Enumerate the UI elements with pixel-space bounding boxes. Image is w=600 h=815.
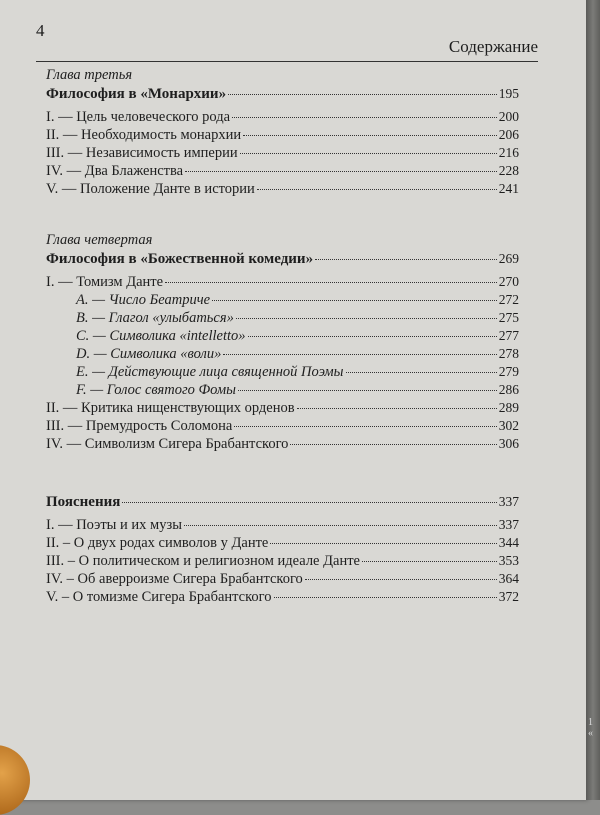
toc-entry bbox=[46, 399, 519, 417]
dot-leader bbox=[234, 425, 496, 427]
dot-leader bbox=[184, 524, 497, 526]
toc-title: III. — Премудрость Соломона bbox=[46, 418, 233, 434]
toc-page: 344 bbox=[498, 535, 519, 550]
toc-title: I. — Томизм Данте bbox=[46, 274, 164, 290]
toc-page: 206 bbox=[498, 127, 519, 142]
dot-leader bbox=[315, 258, 497, 260]
toc-page: 277 bbox=[498, 328, 519, 343]
dot-leader bbox=[240, 152, 497, 154]
toc-entry bbox=[46, 144, 519, 162]
toc-subentry bbox=[46, 381, 519, 399]
dot-leader bbox=[346, 371, 497, 373]
toc-subentry bbox=[46, 291, 519, 309]
dot-leader bbox=[297, 407, 497, 409]
toc-title: I. — Цель человеческого рода bbox=[46, 109, 231, 125]
toc-title: V. – О томизме Сигера Брабантского bbox=[46, 589, 272, 605]
toc-entry bbox=[46, 126, 519, 144]
toc-entry bbox=[46, 516, 519, 534]
toc-entry bbox=[46, 435, 519, 453]
dot-leader bbox=[305, 578, 497, 580]
toc-entry bbox=[46, 108, 519, 126]
toc-notes-heading bbox=[46, 493, 519, 511]
toc-title: C. — Символика «intelletto» bbox=[76, 328, 246, 344]
dot-leader bbox=[274, 596, 497, 598]
toc-title: B. — Глагол «улыбаться» bbox=[76, 310, 234, 326]
toc-title: Философия в «Божественной комедии» bbox=[46, 251, 314, 267]
toc-entry bbox=[46, 417, 519, 435]
running-head: Содержание bbox=[448, 37, 538, 56]
toc-page: 279 bbox=[498, 364, 519, 379]
toc-subentry bbox=[46, 309, 519, 327]
toc-page: 372 bbox=[498, 589, 519, 604]
toc-title: II. – О двух родах символов у Данте bbox=[46, 535, 269, 551]
dot-leader bbox=[122, 501, 496, 503]
toc-entry bbox=[46, 552, 519, 570]
dot-leader bbox=[290, 443, 496, 445]
toc-title: Пояснения bbox=[46, 494, 121, 510]
dot-leader bbox=[185, 170, 497, 172]
dot-leader bbox=[232, 116, 497, 118]
toc-entry bbox=[46, 180, 519, 198]
toc-title: E. — Действующие лица священной Поэмы bbox=[76, 364, 344, 380]
dot-leader bbox=[238, 389, 497, 391]
chapter-label: Глава третья bbox=[46, 67, 133, 83]
toc-title: V. — Положение Данте в истории bbox=[46, 181, 255, 197]
toc-title: IV. — Символизм Сигера Брабантского bbox=[46, 436, 289, 452]
toc-page: 306 bbox=[498, 436, 519, 451]
toc-title: F. — Голос святого Фомы bbox=[76, 382, 236, 398]
dot-leader bbox=[257, 188, 497, 190]
dot-leader bbox=[236, 317, 497, 319]
toc-subentry bbox=[46, 363, 519, 381]
toc-title: I. — Поэты и их музы bbox=[46, 517, 182, 533]
toc-page: 337 bbox=[498, 494, 519, 509]
toc-page: 353 bbox=[498, 553, 519, 568]
toc-entry bbox=[46, 588, 519, 606]
toc-page: 364 bbox=[498, 571, 519, 586]
toc-entry bbox=[46, 273, 519, 291]
toc-page: 200 bbox=[498, 109, 519, 124]
toc-subentry bbox=[46, 327, 519, 345]
toc-page: 337 bbox=[498, 517, 519, 532]
toc-page: 241 bbox=[498, 181, 519, 196]
toc-page: 272 bbox=[498, 292, 519, 307]
dot-leader bbox=[165, 281, 497, 283]
dot-leader bbox=[362, 560, 497, 562]
toc-subentry bbox=[46, 345, 519, 363]
page-number: 4 bbox=[36, 21, 45, 40]
dot-leader bbox=[248, 335, 497, 337]
toc-page: 275 bbox=[498, 310, 519, 325]
toc-entry bbox=[46, 162, 519, 180]
toc-title: III. — Независимость империи bbox=[46, 145, 238, 161]
dot-leader bbox=[270, 542, 496, 544]
toc-page: 270 bbox=[498, 274, 519, 289]
adjacent-page-glyph: 1 « bbox=[588, 717, 593, 739]
toc-title: A. — Число Беатриче bbox=[76, 292, 211, 308]
toc-title: D. — Символика «воли» bbox=[76, 346, 222, 362]
dot-leader bbox=[243, 134, 497, 136]
toc-page: 289 bbox=[498, 400, 519, 415]
dot-leader bbox=[212, 299, 497, 301]
toc-page: 195 bbox=[498, 86, 519, 101]
toc-entry bbox=[46, 570, 519, 588]
dot-leader bbox=[223, 353, 496, 355]
toc-entry bbox=[46, 534, 519, 552]
toc-title: Философия в «Монархии» bbox=[46, 86, 227, 102]
header-rule bbox=[36, 61, 538, 62]
toc-chapter-heading bbox=[46, 250, 519, 268]
toc-title: IV. – Об аверроизме Сигера Брабантского bbox=[46, 571, 303, 587]
table-of-contents bbox=[46, 66, 519, 606]
dot-leader bbox=[228, 93, 497, 95]
toc-page: 216 bbox=[498, 145, 519, 160]
book-binding bbox=[586, 0, 600, 800]
toc-page: 302 bbox=[498, 418, 519, 433]
chapter-label: Глава четвертая bbox=[46, 232, 153, 248]
toc-title: IV. — Два Блаженства bbox=[46, 163, 184, 179]
toc-title: III. – О политическом и религиозном идеале Данте bbox=[46, 553, 360, 569]
toc-page: 286 bbox=[498, 382, 519, 397]
toc-title: II. — Необходимость монархии bbox=[46, 127, 242, 143]
toc-title: II. — Критика нищенствующих орденов bbox=[46, 400, 295, 416]
toc-page: 278 bbox=[498, 346, 519, 361]
toc-page: 228 bbox=[498, 163, 519, 178]
toc-chapter-heading bbox=[46, 85, 519, 103]
toc-page: 269 bbox=[498, 251, 519, 266]
